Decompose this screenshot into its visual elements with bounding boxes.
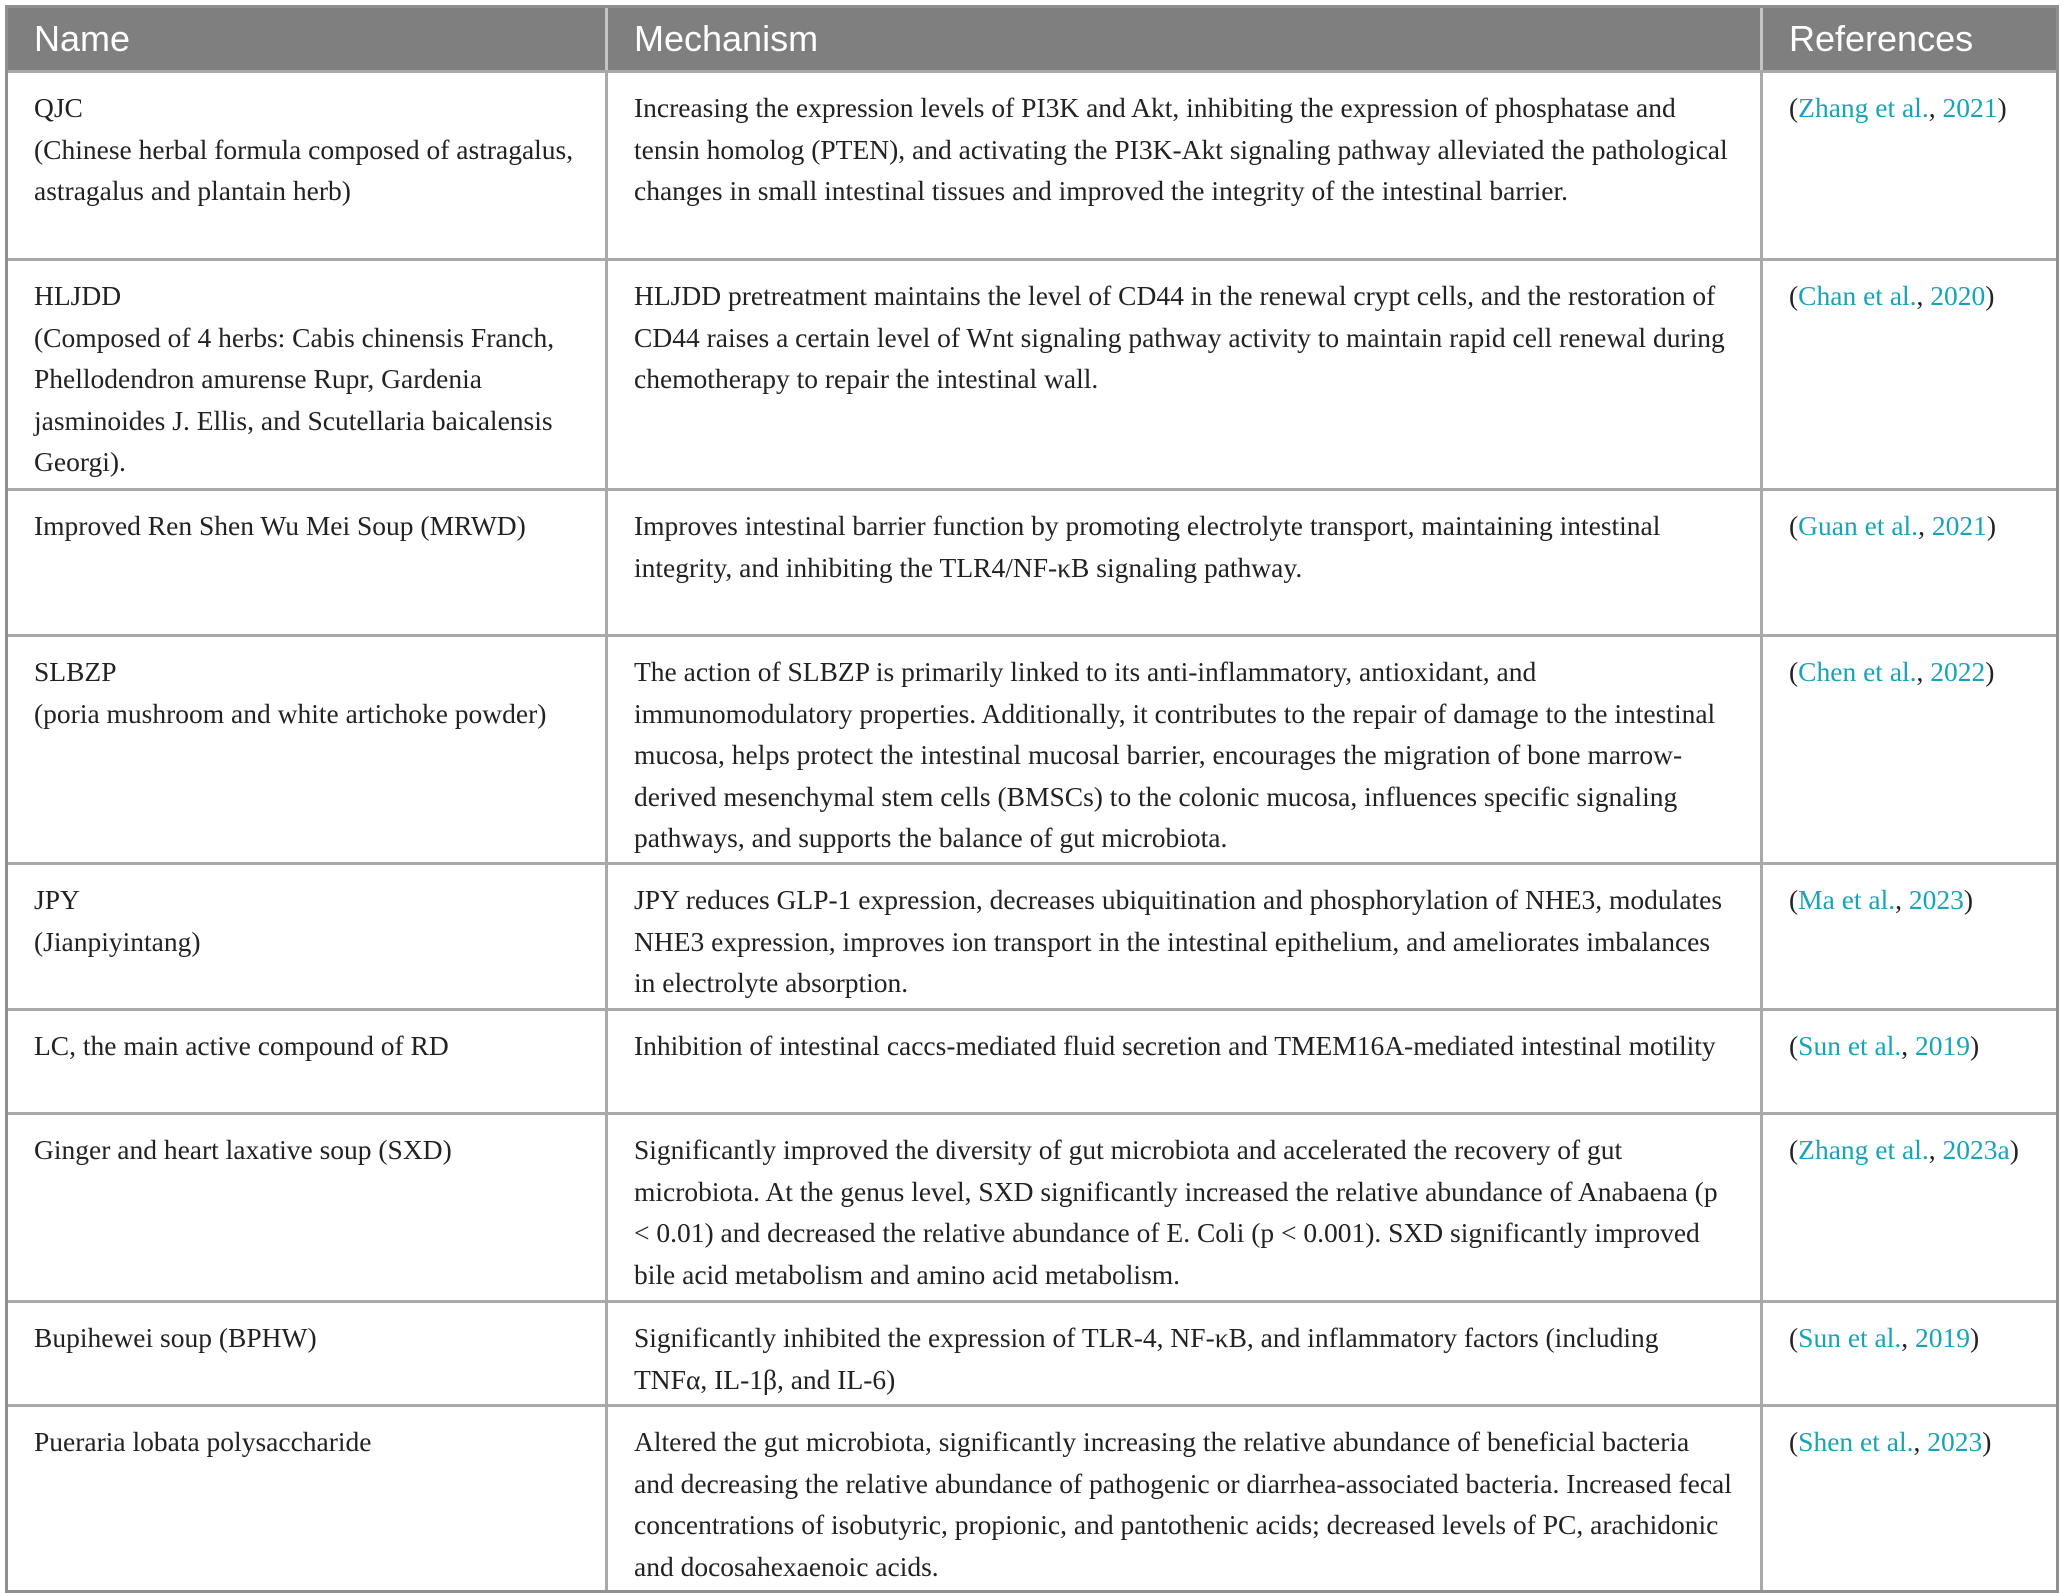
name-cell: JPY (Jianpiyintang) [8,865,608,1008]
reference-year-link[interactable]: 2021 [1931,510,1987,541]
reference-year-link[interactable]: 2023 [1908,884,1964,915]
reference-cell: (Zhang et al., 2021) [1789,92,2007,123]
reference-author-link[interactable]: Chen et al. [1798,656,1917,687]
mechanism-cell: Altered the gut microbiota, significantly increasing the relative abundance of beneficial bacteria and decreasing the relative abundance of pathogenic or diarrhea-associated bacteria. Increased fecal concentrations of isobutyric, propionic, and pantothenic acids; decreased levels of PC, arachidonic and docosahexaenoic acids. [608,1407,1763,1590]
name-cell: Ginger and heart laxative soup (SXD) [8,1115,608,1300]
table-row [8,1112,2056,1300]
mechanism-cell: Increasing the expression levels of PI3K and Akt, inhibiting the expression of phosphatase and tensin homolog (PTEN), and activating the PI3K-Akt signaling pathway alleviated the pathological changes in small intestinal tissues and improved the integrity of the intestinal barrier. [608,73,1763,258]
name-cell: Bupihewei soup (BPHW) [8,1303,608,1404]
reference-cell: (Chan et al., 2020) [1789,280,1995,311]
name-cell: HLJDD (Composed of 4 herbs: Cabis chinensis Franch, Phellodendron amurense Rupr, Gardenia jasminoides J. Ellis, and Scutellaria baicalensis Georgi). [8,261,608,488]
reference-year-link[interactable]: 2021 [1942,92,1998,123]
table-row [8,70,2056,258]
mechanism-cell: The action of SLBZP is primarily linked to its anti-inflammatory, antioxidant, and immunomodulatory properties. Additionally, it contributes to the repair of damage to the intestinal mucosa, helps protect the intestinal mucosal barrier, encourages the migration of bone marrow-derived mesenchymal stem cells (BMSCs) to the colonic mucosa, influences specific signaling pathways, and supports the balance of gut microbiota. [608,637,1763,862]
table-row [8,1008,2056,1112]
reference-author-link[interactable]: Ma et al. [1798,884,1896,915]
header-mechanism: Mechanism [608,8,1763,70]
mechanism-cell: JPY reduces GLP-1 expression, decreases ubiquitination and phosphorylation of NHE3, modulates NHE3 expression, improves ion transport in the intestinal epithelium, and ameliorates imbalances in electrolyte absorption. [608,865,1763,1008]
table-row [8,1300,2056,1404]
mechanism-cell: Improves intestinal barrier function by promoting electrolyte transport, maintaining intestinal integrity, and inhibiting the TLR4/NF-κB signaling pathway. [608,491,1763,634]
reference-author-link[interactable]: Zhang et al. [1798,92,1929,123]
reference-year-link[interactable]: 2023a [1942,1134,2010,1165]
mechanism-cell: Significantly inhibited the expression of TLR-4, NF-κB, and inflammatory factors (including TNFα, IL-1β, and IL-6) [608,1303,1763,1404]
reference-year-link[interactable]: 2022 [1930,656,1986,687]
mechanism-cell: Significantly improved the diversity of gut microbiota and accelerated the recovery of gut microbiota. At the genus level, SXD significantly increased the relative abundance of Anabaena (p < 0.01) and decreased the relative abundance of E. Coli (p < 0.001). SXD significantly improved bile acid metabolism and amino acid metabolism. [608,1115,1763,1300]
table-row [8,258,2056,488]
reference-cell: (Zhang et al., 2023a) [1789,1134,2019,1165]
reference-author-link[interactable]: Shen et al. [1798,1426,1914,1457]
reference-author-link[interactable]: Sun et al. [1798,1322,1902,1353]
table-row [8,634,2056,862]
reference-year-link[interactable]: 2020 [1930,280,1986,311]
reference-author-link[interactable]: Guan et al. [1798,510,1919,541]
reference-year-link[interactable]: 2023 [1927,1426,1983,1457]
table-row [8,488,2056,634]
reference-cell: (Chen et al., 2022) [1789,656,1995,687]
mechanism-cell: Inhibition of intestinal caccs-mediated fluid secretion and TMEM16A-mediated intestinal motility [608,1011,1763,1112]
name-cell: Pueraria lobata polysaccharide [8,1407,608,1590]
mechanism-cell: HLJDD pretreatment maintains the level of CD44 in the renewal crypt cells, and the restoration of CD44 raises a certain level of Wnt signaling pathway activity to maintain rapid cell renewal during chemotherapy to repair the intestinal wall. [608,261,1763,488]
reference-author-link[interactable]: Zhang et al. [1798,1134,1929,1165]
name-cell: QJC (Chinese herbal formula composed of astragalus, astragalus and plantain herb) [8,73,608,258]
reference-cell: (Guan et al., 2021) [1789,510,1996,541]
table-row [8,862,2056,1008]
reference-year-link[interactable]: 2019 [1915,1030,1971,1061]
table-row [8,1404,2056,1590]
name-cell: SLBZP (poria mushroom and white artichoke powder) [8,637,608,862]
reference-cell: (Shen et al., 2023) [1789,1426,1992,1457]
mechanism-table [5,5,2059,1593]
header-name: Name [8,8,608,70]
table-header [8,8,2056,70]
reference-cell: (Sun et al., 2019) [1789,1030,1980,1061]
reference-author-link[interactable]: Chan et al. [1798,280,1917,311]
reference-cell: (Sun et al., 2019) [1789,1322,1980,1353]
reference-year-link[interactable]: 2019 [1915,1322,1971,1353]
reference-author-link[interactable]: Sun et al. [1798,1030,1902,1061]
name-cell: LC, the main active compound of RD [8,1011,608,1112]
reference-cell: (Ma et al., 2023) [1789,884,1974,915]
header-references: References [1789,18,1974,59]
name-cell: Improved Ren Shen Wu Mei Soup (MRWD) [8,491,608,634]
